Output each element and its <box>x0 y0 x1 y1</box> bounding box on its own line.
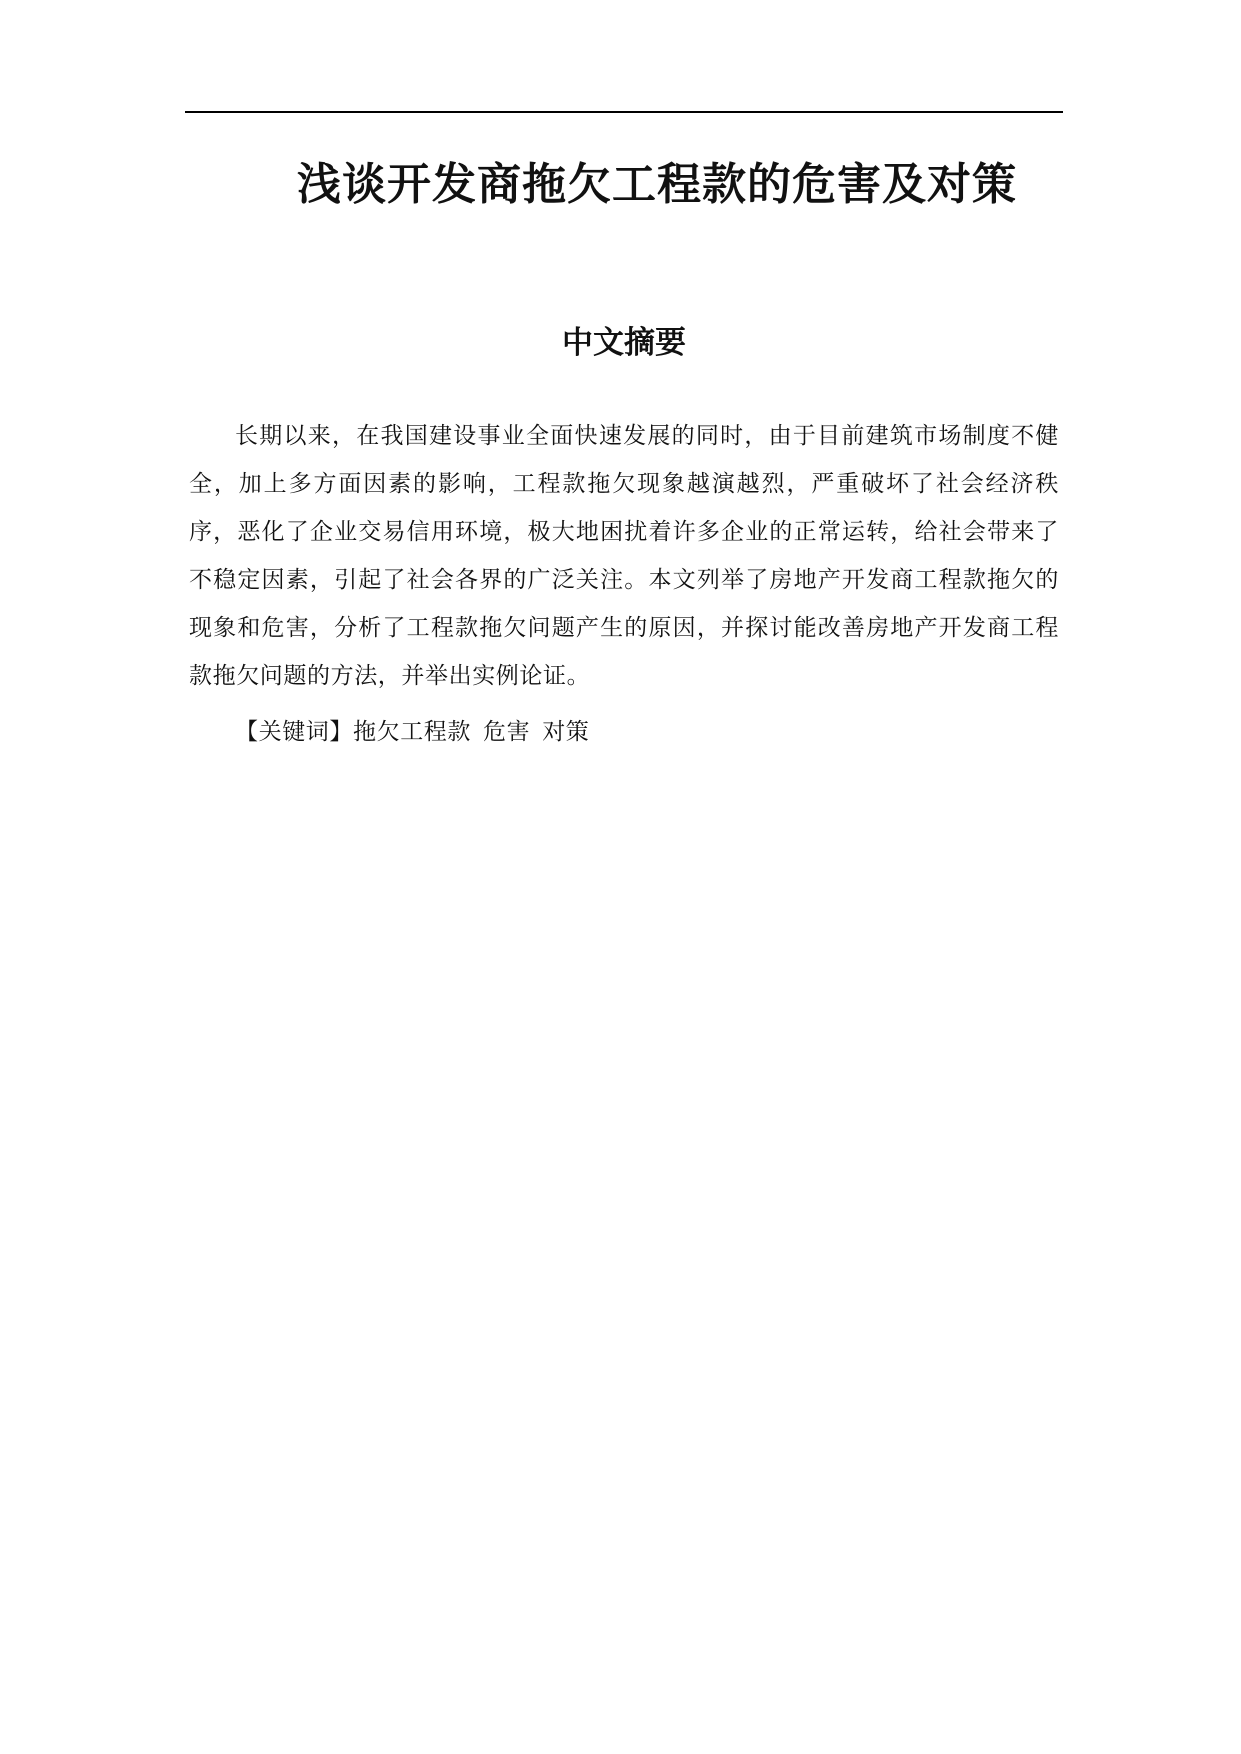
abstract-body: 长期以来，在我国建设事业全面快速发展的同时，由于目前建筑市场制度不健全，加上多方面因素的影响，工程款拖欠现象越演越烈，严重破坏了社会经济秩序，恶化了企业交易信用环境，极大地困扰着许多企业的正常运转，给社会带来了不稳定因素，引起了社会各界的广泛关注。本文列举了房地产开发商工程款拖欠的现象和危害，分析了工程款拖欠问题产生的原因，并探讨能改善房地产开发商工程款拖欠问题的方法，并举出实例论证。 <box>189 423 1059 689</box>
keyword-item: 拖欠工程款 <box>353 719 471 745</box>
keyword-item: 危害 <box>483 719 531 745</box>
document-title: 浅谈开发商拖欠工程款的危害及对策 <box>297 159 1017 210</box>
keywords-line <box>189 708 1059 756</box>
keyword-item: 对策 <box>542 719 590 745</box>
keywords-label: 【关键词】 <box>235 719 353 745</box>
header-rule <box>185 111 1063 113</box>
abstract-heading: 中文摘要 <box>562 325 686 361</box>
